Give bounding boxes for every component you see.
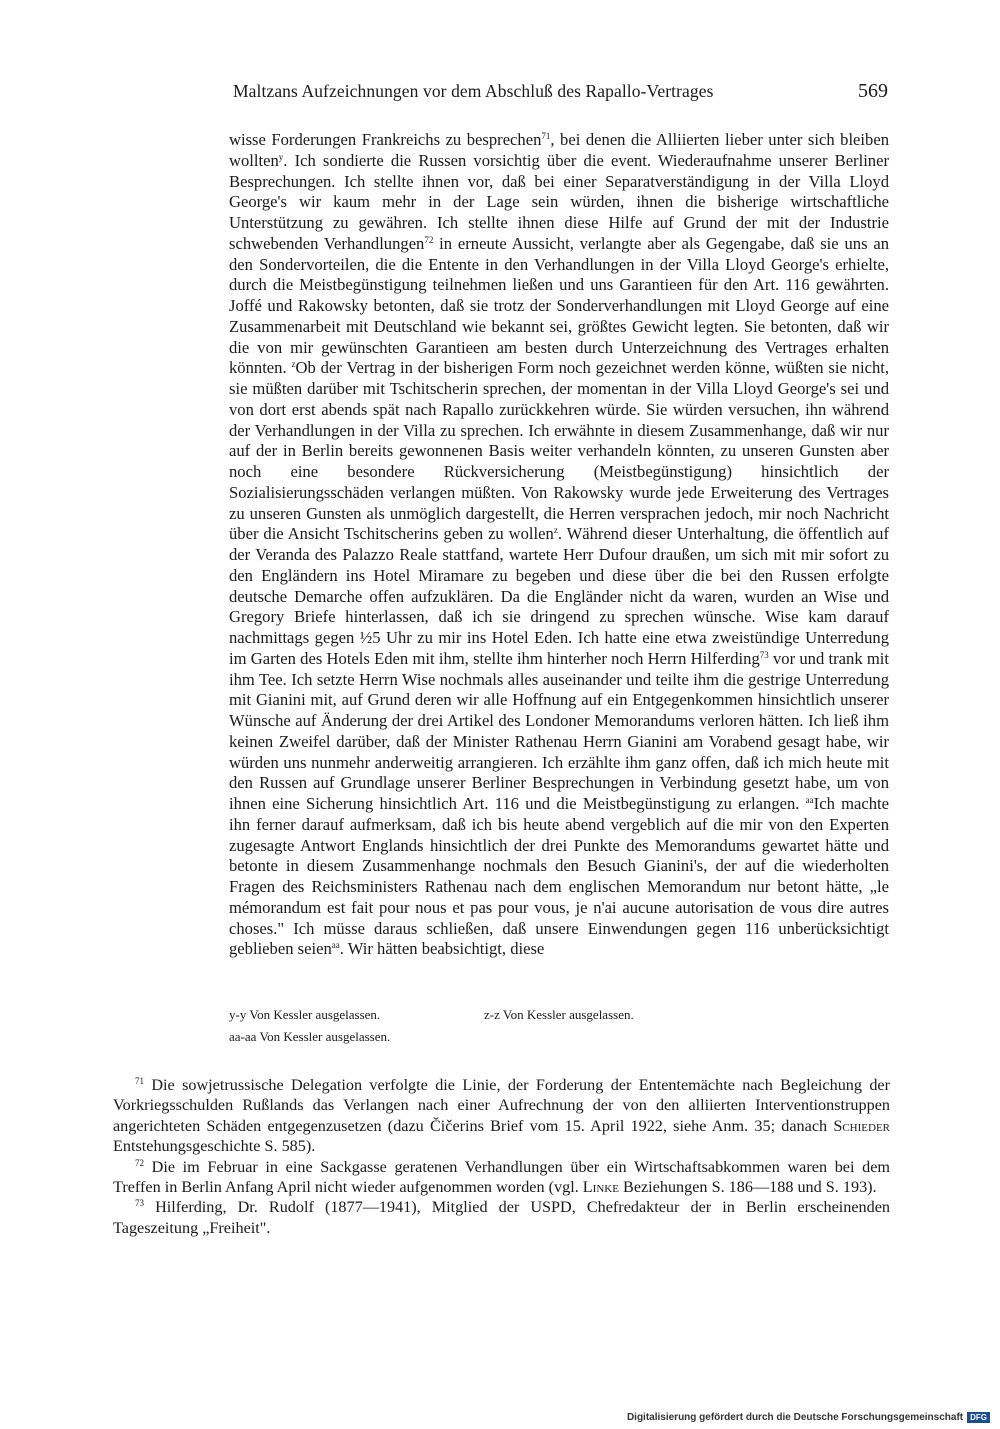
- footnote-72: $^{72}$ Die im Februar in eine Sackgasse geratenen Verhandlungen über ein Wirtschaftsabkommen waren bei dem Treffen in Berlin Anfang April nicht wieder aufgenommen worden (vgl. Linke Beziehungen S. 186—188 und S. 193).: [113, 1157, 890, 1197]
- footnotes: [113, 1075, 890, 1238]
- note-marker: z: [291, 359, 296, 370]
- note-marker: aa: [805, 795, 814, 805]
- footnote-73: $^{73}$ Hilferding, Dr. Rudolf (1877—1941), Mitglied der USPD, Chefredakteur der in Berlin erscheinenden Tageszeitung „Freiheit".: [113, 1198, 890, 1237]
- editorial-note-yy: y-y Von Kessler ausgelassen.: [229, 1007, 381, 1022]
- footnote-ref[interactable]: 73: [759, 649, 769, 660]
- body-paragraph: wisse Forderungen Frankreichs zu besprechen$^{71}$, bei denen die Alliierten lieber unter sich bleiben wollten$^y$. Ich sondierte die Russen vorsichtig über die event. Wiederaufnahme unserer Berliner Besprechungen. Ich stellte ihnen vor, daß bei einer Separatverständigung in der Villa Lloyd George's wir kaum mehr in der Lage sein würden, ihnen die bisherige wirtschaftliche Unterstützung zu gewähren. Ich stellte ihnen diese Hilfe auf Grund der mit der Industrie schwebenden Verhandlungen$^{72}$ in erneute Aussicht, verlangte aber als Gegengabe, daß sie uns an den Sondervorteilen, die die Entente in den Verhandlungen in der Villa Lloyd George's erhielte, durch die Meistbegünstigung teilnehmen ließen und uns Garantieen für den Art. 116 gewährten. Joffé und Rakowsky betonten, daß sie trotz der Sonderverhandlungen mit Lloyd George auf eine Zusammenarbeit mit Deutschland wie bekannt sei, größtes Gewicht legten. Sie betonten, daß wir die von mir gewünschten Garantieen am besten durch Unterzeichnung des Vertrages erhalten könnten. $^z$Ob der Vertrag in der bisherigen Form noch gezeichnet werden könne, wüßten sie nicht, sie müßten darüber mit Tschitscherin sprechen, der momentan in der Villa Lloyd George's sei und von dort erst abends spät nach Rapallo zurückkehren würde. Sie würden versuchen, ihn während der Verhandlungen in der Villa zu sprechen. Ich erwähnte in diesem Zusammenhange, daß wir nur auf der in Berlin bereits gewonnenen Basis weiter verhandeln könnten, zu unseren Gunsten aber noch eine besondere Rückversicherung (Meistbegünstigung) hinsichtlich der Sozialisierungsschäden verlangen müßten. Von Rakowsky wurde jede Erweiterung des Vertrages zu unseren Gunsten als unmöglich dargestellt, die Herren versprachen jedoch, mir noch Nachricht über die Ansicht Tschitscherins geben zu wollen$^z$. Während dieser Unterhaltung, die öffentlich auf der Veranda des Palazzo Reale stattfand, wartete Herr Dufour draußen, um sich mit mir sofort zu den Engländern ins Hotel Miramare zu begeben und diese über die bei den Russen erfolgte deutsche Demarche offen aufzuklären. Da die Engländer nicht da waren, wurden an Wise und Gregory Briefe hinterlassen, daß ich sie dringend zu sprechen wünsche. Wise kam darauf nachmittags gegen ½5 Uhr zu mir ins Hotel Eden. Ich hatte eine etwa zweistündige Unterredung im Garten des Hotels Eden mit ihm, stellte ihm hinterher noch Herrn Hilferding$^{73}$ vor und trank mit ihm Tee. Ich setzte Herrn Wise nochmals alles auseinander und teilte ihm die gestrige Unterredung mit Gianini mit, auf Grund deren wir alle Hoffnung auf ein Entgegenkommen hinsichtlich unserer Wünsche auf Änderung der drei Artikel des Londoner Memorandums verloren hätten. Ich ließ ihm keinen Zweifel darüber, daß der Minister Rathenau Herrn Gianini am Vorabend gesagt habe, wir würden uns nunmehr anderweitig arrangieren. Ich erzählte ihm ganz offen, daß ich mich heute mit den Russen auf Grundlage unserer Berliner Besprechungen in Verbindung gesetzt habe, um von ihnen eine Sicherung hinsichtlich Art. 116 und die Meistbegünstigung zu erlangen. $^{aa}$Ich machte ihn ferner darauf aufmerksam, daß ich bis heute abend vergeblich auf die mir von den Experten zugesagte Antwort Englands hinsichtlich der drei Punkte des Memorandums gewartet hätte und betonte in diesem Zusammenhange nochmals den Besuch Gianini's, der auf die wiederholten Fragen des Reichsministers Rathenau nach dem englischen Memorandum nur betont hätte, „le mémorandum est fait pour nous et pas pour vous, je n'ai aucune autorisation de vous dire autres choses." Ich müsse daraus schließen, daß unsere Einwendungen gegen 116 unberücksichtigt geblieben seien$^{aa}$. Wir hätten beabsichtigt, diese: [229, 130, 890, 959]
- note-marker: y: [278, 151, 284, 162]
- author-name: Linke: [582, 1178, 619, 1197]
- dfg-logo-icon: DFG: [967, 1412, 990, 1423]
- running-header: [233, 80, 888, 112]
- footnote-mark: 72: [135, 1157, 144, 1168]
- footnote-71: $^{71}$ Die sowjetrussische Delegation verfolgte die Linie, der Forderung der Ententemächte nach Begleichung der Vorkriegsschulden Rußlands das Verlangen nach einer Aufrechnung der von den alliierten Interventionstruppen angerichteten Schäden entgegenzusetzen (dazu Čičerins Brief vom 15. April 1922, siehe Anm. 35; danach Schieder Entstehungsgeschichte S. 585).: [113, 1076, 890, 1156]
- footnote-ref[interactable]: 72: [424, 234, 434, 245]
- editorial-note-row: [229, 1026, 889, 1048]
- note-marker: aa: [331, 940, 340, 951]
- editorial-note-zz: z-z Von Kessler ausgelassen.: [484, 1007, 634, 1022]
- footnote-ref[interactable]: 71: [541, 131, 551, 141]
- credit-text: Digitalisierung gefördert durch die Deutsche Forschungsgemeinschaft: [626, 1412, 964, 1423]
- author-name: Schieder: [833, 1116, 890, 1135]
- digitization-credit: [627, 1412, 990, 1423]
- editorial-note-aa: aa-aa Von Kessler ausgelassen.: [229, 1029, 391, 1044]
- page-number: 569: [858, 80, 888, 102]
- running-title: Maltzans Aufzeichnungen vor dem Abschluß des Rapallo-Vertrages: [233, 81, 714, 101]
- note-marker: z: [553, 525, 558, 536]
- editorial-notes: [229, 1004, 889, 1048]
- main-text: [229, 130, 889, 960]
- footnote-mark: 73: [135, 1198, 144, 1209]
- footnote-mark: 71: [135, 1076, 144, 1086]
- editorial-note-row: [229, 1004, 889, 1026]
